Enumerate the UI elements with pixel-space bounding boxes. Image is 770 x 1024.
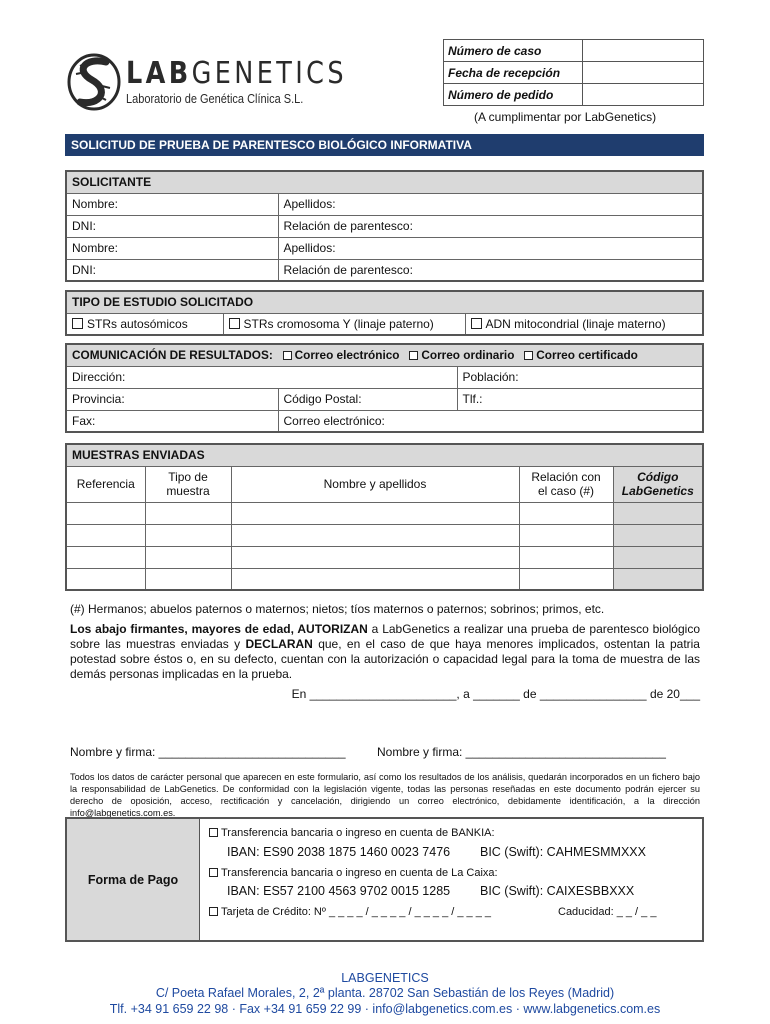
footer-contact: Tlf. +34 91 659 22 98 · Fax +34 91 659 22 99 · info@labgenetics.com.es · www.labgenetics.com.es [109, 1002, 661, 1016]
table-row[interactable] [66, 568, 703, 590]
option-correo-certificado[interactable]: Correo certificado [536, 348, 638, 363]
signature-2[interactable]: Nombre y firma: ______________________________ [377, 745, 666, 759]
muestras-title: MUESTRAS ENVIADAS [66, 444, 703, 466]
authorization-text: Los abajo firmantes, mayores de edad, AUTORIZAN a LabGenetics a realizar una prueba de parentesco biológico sobre las muestras enviadas y DECLARAN que, en el caso de que haya menores implicados, ostentan la patria potestad sobre éstos o, en su defecto, cuentan con la autorización o capacidad legal para la toma de muestra de las demás personas implicadas en la prueba. [70, 622, 700, 681]
caixa-iban: IBAN: ES57 2100 4563 9702 0015 1285 [227, 884, 451, 898]
comunicacion-title-row: COMUNICACIÓN DE RESULTADOS: Correo electrónico Correo ordinario Correo certificado [66, 344, 703, 366]
privacy-notice: Todos los datos de carácter personal que aparecen en este formulario, así como los resultados de los análisis, quedarán incorporados en un fichero bajo la responsabilidad de LabGenetics. De conformidad con la legislación vigente, todas las personas reseñadas en este documento podrán ejercer su derecho de oposición, acceso, rectificación y cancelación, dirigiendo un correo electrónico, debidamente identificación, a la dirección info@labgenetics.com.es. [70, 772, 700, 818]
nombre-2-field[interactable]: Nombre: [66, 237, 278, 259]
order-number-label: Número de pedido [444, 84, 583, 106]
apellidos-1-field[interactable]: Apellidos: [278, 193, 703, 215]
relacion-note: (#) Hermanos; abuelos paternos o maternos; nietos; tíos maternos o paternos; sobrinos; primos, etc. [70, 602, 605, 616]
col-nombre-apellidos: Nombre y apellidos [231, 466, 519, 502]
checkbox-icon[interactable] [209, 907, 218, 916]
checkbox-icon[interactable] [209, 868, 218, 877]
col-referencia: Referencia [66, 466, 145, 502]
footer-company: LABGENETICS [341, 971, 429, 985]
signature-1[interactable]: Nombre y firma: ____________________________ [70, 745, 346, 759]
checkbox-icon[interactable] [72, 318, 83, 329]
table-row[interactable] [66, 502, 703, 524]
caixa-bic: BIC (Swift): CAIXESBBXXX [480, 884, 635, 898]
bankia-iban: IBAN: ES90 2038 1875 1460 0023 7476 [227, 845, 451, 859]
dna-logo-icon [66, 52, 122, 112]
date-place-line[interactable]: En ______________________, a _______ de ________________ de 20___ [291, 687, 700, 701]
option-bankia[interactable]: Transferencia bancaria o ingreso en cuenta de BANKIA: [209, 827, 495, 839]
order-number-field[interactable] [583, 84, 704, 106]
fax-field[interactable]: Fax: [66, 410, 278, 432]
reception-date-field[interactable] [583, 62, 704, 84]
col-tipo-muestra: Tipo de muestra [145, 466, 231, 502]
table-row[interactable] [66, 546, 703, 568]
option-strs-y[interactable]: STRs cromosoma Y (linaje paterno) [223, 313, 465, 335]
provincia-field[interactable]: Provincia: [66, 388, 278, 410]
muestras-section [65, 443, 704, 591]
case-box-note: (A cumplimentar por LabGenetics) [474, 110, 657, 124]
option-tarjeta[interactable]: Tarjeta de Crédito: Nº _ _ _ _ / _ _ _ _ / _ _ _ _ / _ _ _ _ [209, 906, 491, 918]
brand-subtitle: Laboratorio de Genética Clínica S.L. [126, 92, 304, 106]
checkbox-icon[interactable] [471, 318, 482, 329]
payment-section [65, 817, 704, 942]
option-strs-autosomicos[interactable]: STRs autosómicos [66, 313, 223, 335]
case-number-label: Número de caso [444, 40, 583, 62]
nombre-1-field[interactable]: Nombre: [66, 193, 278, 215]
correo-electronico-field[interactable]: Correo electrónico: [278, 410, 703, 432]
col-codigo-labgenetics: Código LabGenetics [613, 466, 703, 502]
checkbox-icon[interactable] [524, 351, 533, 360]
case-info-box [443, 39, 704, 106]
dni-1-field[interactable]: DNI: [66, 215, 278, 237]
option-caixa[interactable]: Transferencia bancaria o ingreso en cuenta de La Caixa: [209, 867, 498, 879]
case-number-field[interactable] [583, 40, 704, 62]
solicitante-title: SOLICITANTE [66, 171, 703, 193]
direccion-field[interactable]: Dirección: [66, 366, 457, 388]
checkbox-icon[interactable] [229, 318, 240, 329]
estudio-section [65, 290, 704, 336]
option-correo-ordinario[interactable]: Correo ordinario [421, 348, 515, 363]
checkbox-icon[interactable] [283, 351, 292, 360]
footer-address: C/ Poeta Rafael Morales, 2, 2ª planta. 28702 San Sebastián de los Reyes (Madrid) [155, 986, 615, 1000]
dni-2-field[interactable]: DNI: [66, 259, 278, 281]
reception-date-label: Fecha de recepción [444, 62, 583, 84]
apellidos-2-field[interactable]: Apellidos: [278, 237, 703, 259]
option-correo-electronico[interactable]: Correo electrónico [294, 348, 400, 363]
option-adn-mitocondrial[interactable]: ADN mitocondrial (linaje materno) [465, 313, 703, 335]
checkbox-icon[interactable] [409, 351, 418, 360]
relacion-1-field[interactable]: Relación de parentesco: [278, 215, 703, 237]
codigo-postal-field[interactable]: Código Postal: [278, 388, 457, 410]
estudio-title: TIPO DE ESTUDIO SOLICITADO [66, 291, 703, 313]
poblacion-field[interactable]: Población: [457, 366, 703, 388]
relacion-2-field[interactable]: Relación de parentesco: [278, 259, 703, 281]
solicitante-section [65, 170, 704, 282]
col-relacion: Relación con el caso (#) [519, 466, 613, 502]
brand-name: LABGENETICS [126, 56, 347, 91]
checkbox-icon[interactable] [209, 828, 218, 837]
bankia-bic: BIC (Swift): CAHMESMMXXX [480, 845, 646, 859]
table-row[interactable] [66, 524, 703, 546]
comunicacion-section [65, 343, 704, 433]
labgenetics-logo [66, 52, 347, 116]
card-expiry[interactable]: Caducidad: _ _ / _ _ [558, 906, 657, 918]
form-title-banner: SOLICITUD DE PRUEBA DE PARENTESCO BIOLÓGICO INFORMATIVA [65, 134, 704, 156]
telefono-field[interactable]: Tlf.: [457, 388, 703, 410]
payment-label: Forma de Pago [67, 819, 200, 940]
